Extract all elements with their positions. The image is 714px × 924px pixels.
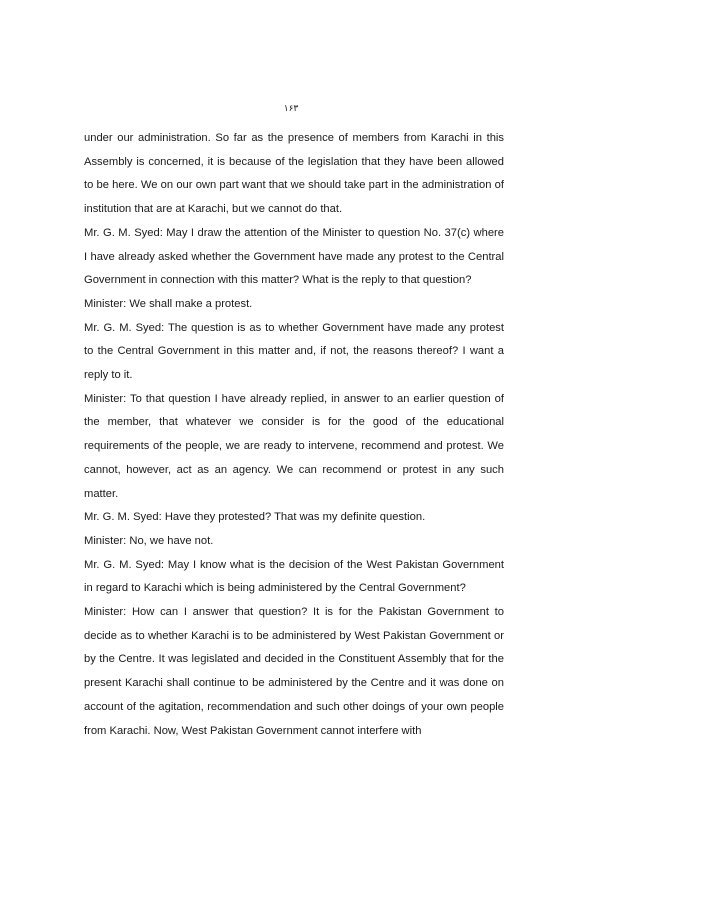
page-number: ۱۶۳ <box>283 104 299 114</box>
document-body <box>84 127 504 743</box>
paragraph-2: Mr. G. M. Syed: May I draw the attention of the Minister to question No. 37(c) where I have already asked whether the Government have made any protest to the Central Government in connection with this matter? What is the reply to that question? <box>84 226 504 287</box>
paragraph-7: Minister: No, we have not. <box>84 534 214 547</box>
paragraph-9: Minister: How can I answer that question? It is for the Pakistan Government to decide as to whether Karachi is to be administered by West Pakistan Government or by the Centre. It was legislated and decided in the Constituent Assembly that for the present Karachi shall continue to be administered by the Centre and it was done on account of the agitation, recommendation and such other doings of your own people from Karachi. Now, West Pakistan Government cannot interfere with <box>84 606 504 737</box>
paragraph-8: Mr. G. M. Syed: May I know what is the decision of the West Pakistan Government in regard to Karachi which is being administered by the Central Government? <box>84 558 504 595</box>
paragraph-3: Minister: We shall make a protest. <box>84 297 253 310</box>
paragraph-4: Mr. G. M. Syed: The question is as to whether Government have made any protest to the Central Government in this matter and, if not, the reasons thereof? I want a reply to it. <box>84 321 504 382</box>
paragraph-5: Minister: To that question I have already replied, in answer to an earlier question of the member, that whatever we consider is for the good of the educational requirements of the people, we are ready to intervene, recommend and protest. We cannot, however, act as an agency. We can recommend or protest in any such matter. <box>84 392 504 500</box>
paragraph-6: Mr. G. M. Syed: Have they protested? That was my definite question. <box>84 511 426 524</box>
paragraph-1: under our administration. So far as the presence of members from Karachi in this Assembly is concerned, it is because of the legislation that they have been allowed to be here. We on our own part want that we should take part in the administration of institution that are at Karachi, but we cannot do that. <box>84 132 504 216</box>
